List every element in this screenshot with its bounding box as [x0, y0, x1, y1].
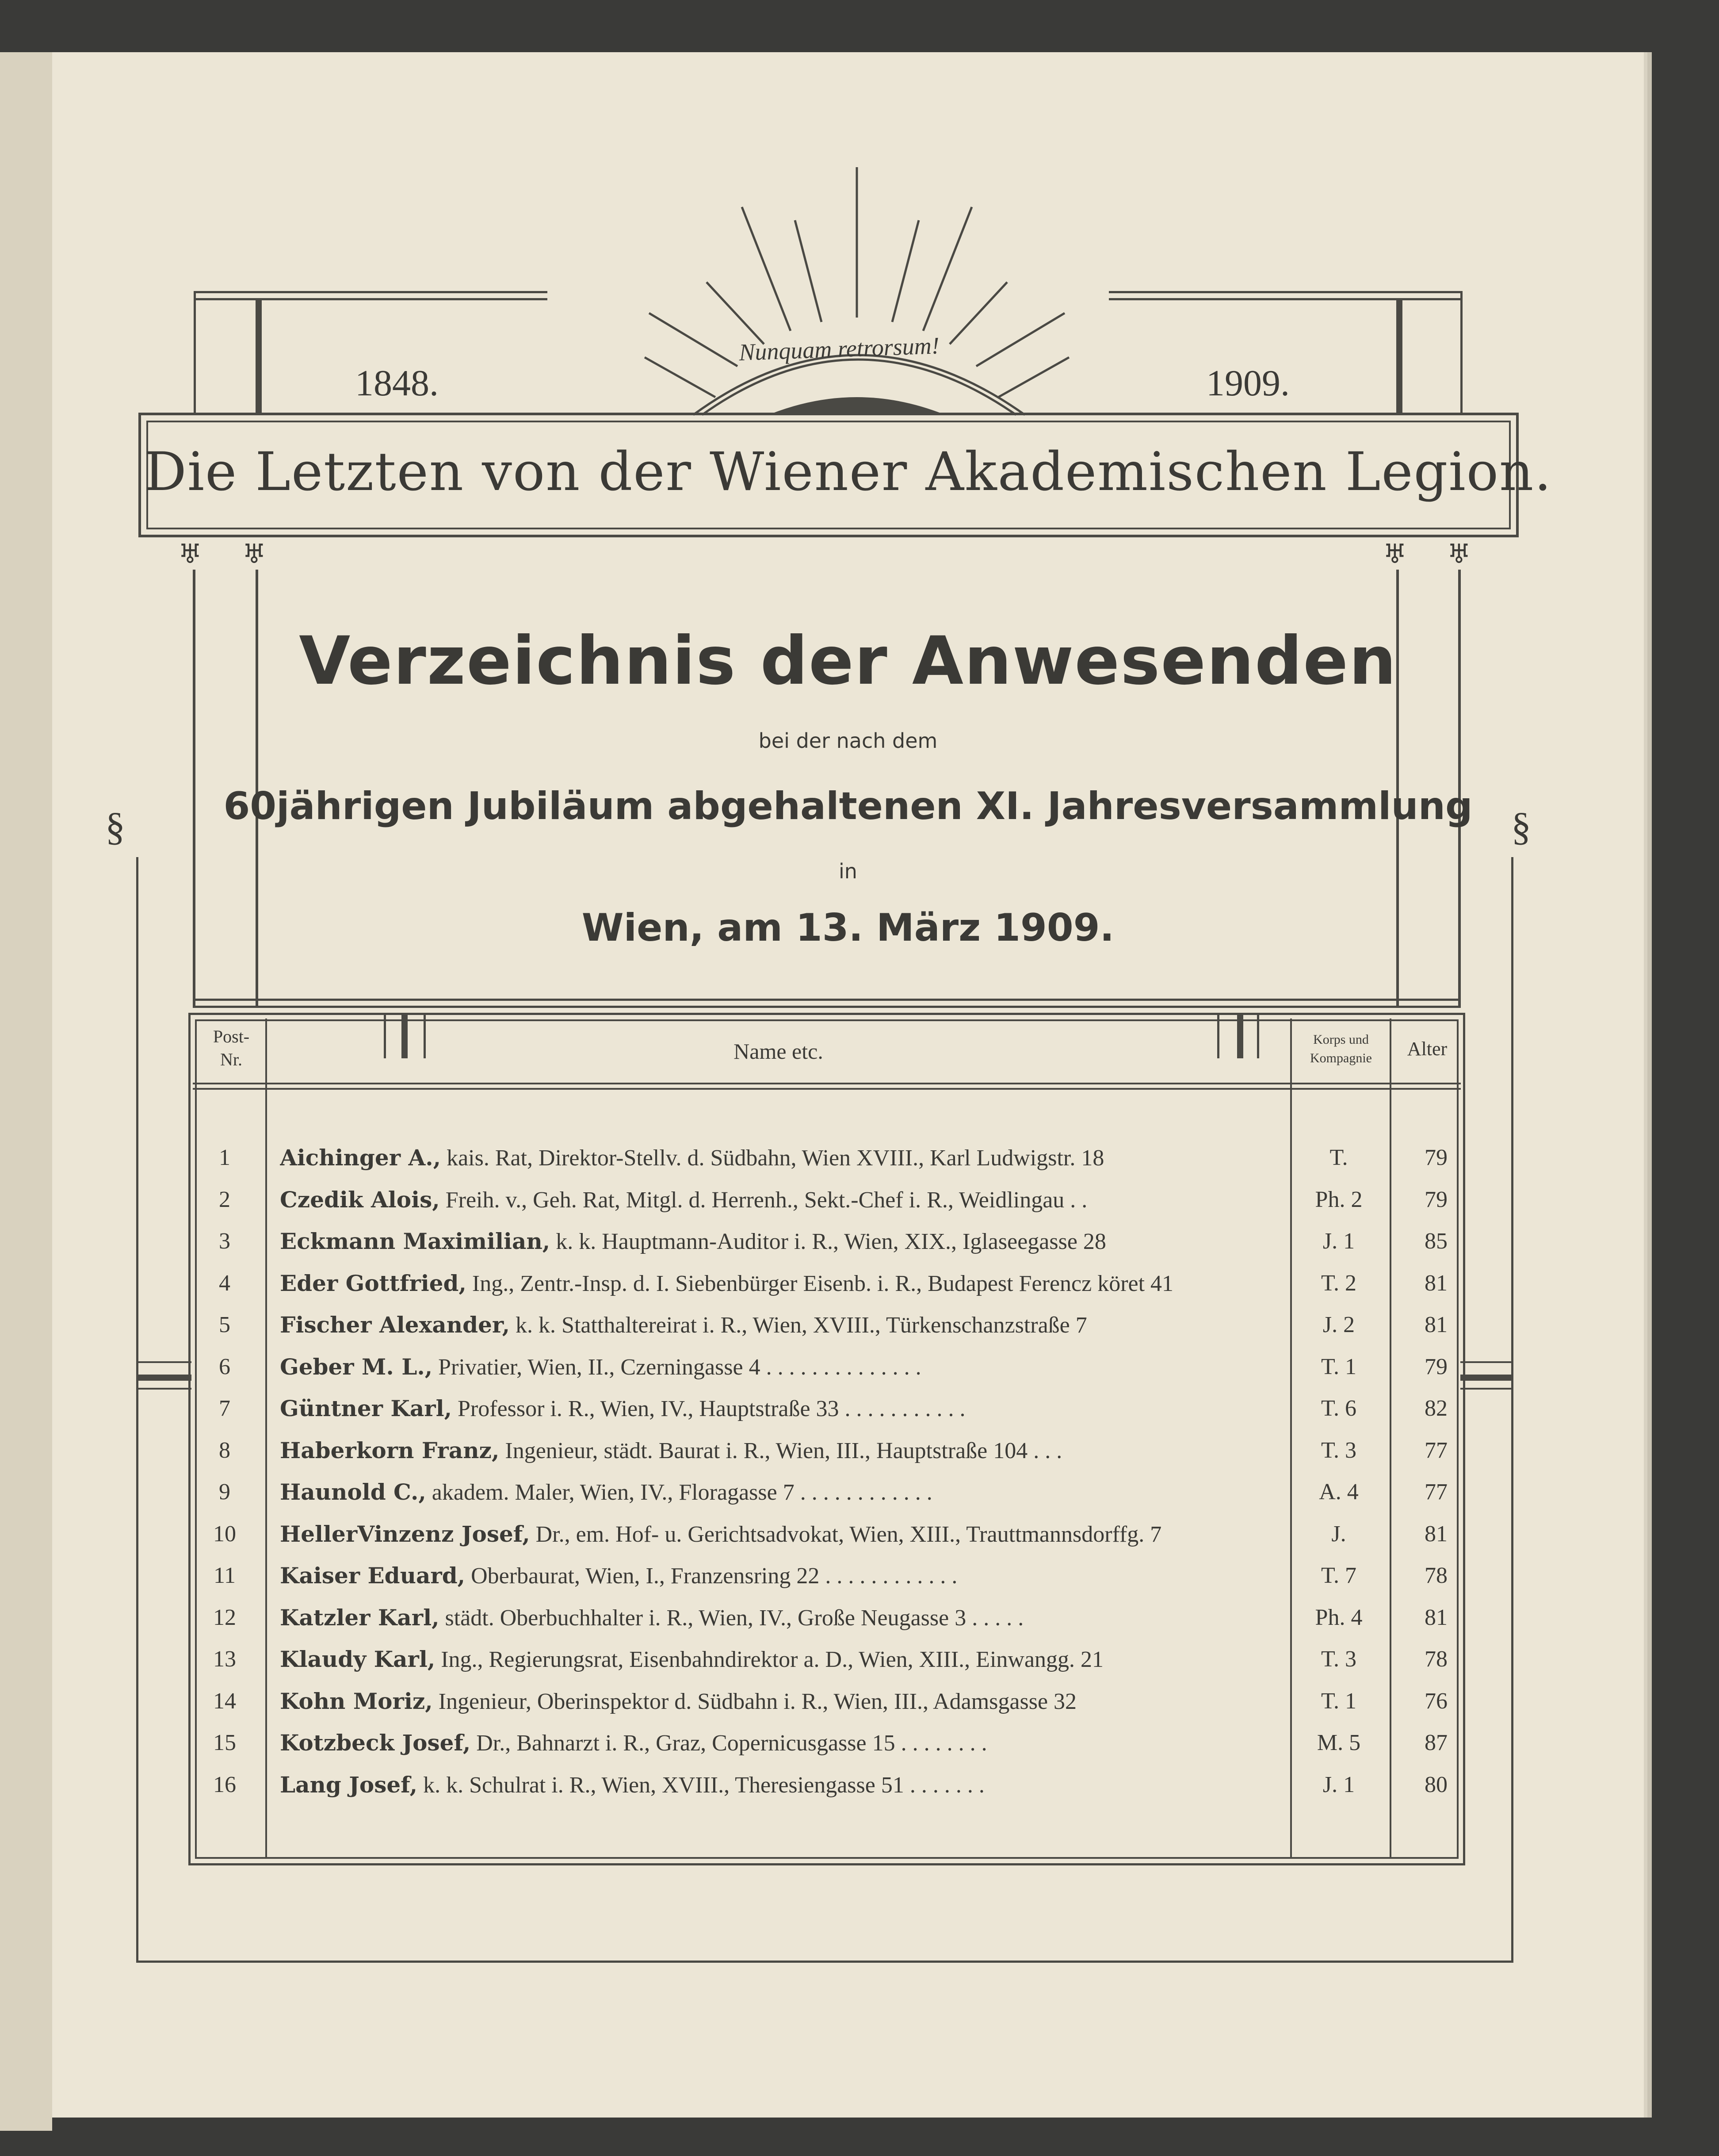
table-row — [52, 1228, 1644, 1270]
table-row — [52, 1395, 1644, 1437]
sunrise-ornament — [627, 149, 1091, 424]
person-detail: Dr., Bahnarzt i. R., Graz, Copernicusgasse 15 . . . . . . . . — [476, 1731, 987, 1756]
person-detail: Privatier, Wien, II., Czerningasse 4 . . . . . . . . . . . . . . — [438, 1354, 921, 1380]
row-number: 10 — [213, 1521, 236, 1547]
table-row — [52, 1354, 1644, 1395]
person-name: Eder Gottfried, — [280, 1270, 466, 1296]
row-number: 2 — [219, 1187, 230, 1212]
table-row — [52, 1145, 1644, 1186]
row-number: 11 — [213, 1563, 236, 1588]
row-name — [280, 1270, 1337, 1297]
row-alter: 79 — [1425, 1354, 1448, 1379]
person-name: Geber M. L., — [280, 1353, 433, 1380]
row-korps: J. 2 — [1322, 1312, 1355, 1337]
row-korps: J. 1 — [1322, 1229, 1355, 1254]
row-name — [280, 1521, 1337, 1547]
row-alter: 80 — [1425, 1772, 1448, 1797]
table-row — [52, 1562, 1644, 1604]
row-name — [280, 1479, 1337, 1505]
column-capital-icon: ♅ — [1383, 540, 1407, 569]
table-row — [52, 1730, 1644, 1771]
row-alter: 85 — [1425, 1229, 1448, 1254]
person-name: Czedik Alois, — [280, 1186, 440, 1213]
row-alter: 77 — [1425, 1479, 1448, 1505]
row-alter: 78 — [1425, 1647, 1448, 1672]
table-row — [52, 1646, 1644, 1688]
row-name — [280, 1145, 1337, 1171]
row-alter: 81 — [1425, 1270, 1448, 1296]
person-name: Kotzbeck Josef, — [280, 1730, 471, 1756]
row-number: 8 — [219, 1437, 230, 1463]
person-detail: städt. Oberbuchhalter i. R., Wien, IV., Große Neugasse 3 . . . . . — [445, 1605, 1024, 1631]
row-name — [280, 1187, 1337, 1213]
year-left: 1848. — [355, 363, 439, 404]
row-number: 7 — [219, 1396, 230, 1421]
table-row — [52, 1312, 1644, 1353]
row-korps: T. 3 — [1321, 1437, 1356, 1463]
person-detail: kais. Rat, Direktor-Stellv. d. Südbahn, Wien XVIII., Karl Ludwigstr. 18 — [447, 1145, 1104, 1171]
row-number: 13 — [213, 1647, 236, 1672]
row-korps: M. 5 — [1317, 1730, 1361, 1755]
row-name — [280, 1772, 1337, 1798]
row-alter: 82 — [1425, 1396, 1448, 1421]
row-alter: 76 — [1425, 1688, 1448, 1714]
row-name — [280, 1395, 1337, 1422]
row-korps: T. — [1329, 1145, 1348, 1170]
row-korps: T. 3 — [1321, 1647, 1356, 1672]
row-korps: A. 4 — [1319, 1479, 1359, 1505]
row-korps: J. 1 — [1322, 1772, 1355, 1797]
header-alter: Alter — [1407, 1038, 1448, 1060]
person-name: HellerVinzenz Josef, — [280, 1520, 530, 1547]
person-name: Haunold C., — [280, 1479, 426, 1505]
person-name: Kohn Moriz, — [280, 1688, 433, 1714]
main-title: Die Letzten von der Wiener Akademischen Legion. — [144, 441, 1552, 503]
row-korps: Ph. 4 — [1315, 1605, 1363, 1630]
row-number: 16 — [213, 1772, 236, 1797]
scroll-ornament-icon: § — [105, 805, 125, 849]
row-name — [280, 1646, 1337, 1673]
list-title: Verzeichnis der Anwesenden — [299, 623, 1397, 700]
column-capital-icon: ♅ — [1447, 540, 1471, 569]
table-row — [52, 1688, 1644, 1730]
header-korps: Korps und Kompagnie — [1310, 1032, 1372, 1065]
row-name — [280, 1688, 1337, 1715]
table-row — [52, 1187, 1644, 1228]
year-right: 1909. — [1206, 363, 1290, 404]
table-row — [52, 1437, 1644, 1479]
person-detail: k. k. Statthaltereirat i. R., Wien, XVIII., Türkenschanzstraße 7 — [516, 1313, 1087, 1338]
row-alter: 87 — [1425, 1730, 1448, 1755]
person-name: Güntner Karl, — [280, 1395, 452, 1421]
subtitle-line3: in — [839, 859, 857, 883]
table-row — [52, 1772, 1644, 1813]
person-detail: Oberbaurat, Wien, I., Franzensring 22 . . . . . . . . . . . . — [471, 1563, 958, 1589]
row-name — [280, 1730, 1337, 1756]
row-alter: 81 — [1425, 1312, 1448, 1337]
person-detail: Ing., Zentr.-Insp. d. I. Siebenbürger Eisenb. i. R., Budapest Ferencz köret 41 — [472, 1271, 1174, 1296]
subtitle-line2: 60jährigen Jubiläum abgehaltenen XI. Jahresversammlung — [223, 784, 1473, 828]
table-row — [52, 1521, 1644, 1562]
row-name — [280, 1562, 1337, 1589]
person-name: Lang Josef, — [280, 1771, 418, 1798]
row-alter: 81 — [1425, 1605, 1448, 1630]
person-name: Aichinger A., — [280, 1145, 441, 1171]
row-number: 15 — [213, 1730, 236, 1755]
row-number: 14 — [213, 1688, 236, 1714]
row-name — [280, 1228, 1337, 1255]
person-detail: Professor i. R., Wien, IV., Hauptstraße 33 . . . . . . . . . . . — [458, 1396, 966, 1421]
row-alter: 77 — [1425, 1437, 1448, 1463]
row-name — [280, 1354, 1337, 1380]
row-name — [280, 1437, 1337, 1464]
person-name: Klaudy Karl, — [280, 1646, 435, 1672]
row-name — [280, 1312, 1337, 1338]
event-date: Wien, am 13. März 1909. — [581, 906, 1115, 950]
table-row — [52, 1605, 1644, 1646]
row-korps: T. 2 — [1321, 1270, 1356, 1296]
person-detail: k. k. Hauptmann-Auditor i. R., Wien, XIX., Iglaseegasse 28 — [556, 1229, 1106, 1254]
table-row — [52, 1479, 1644, 1520]
person-name: Kaiser Eduard, — [280, 1562, 466, 1589]
person-name: Haberkorn Franz, — [280, 1437, 500, 1463]
person-detail: akadem. Maler, Wien, IV., Floragasse 7 . . . . . . . . . . . . — [432, 1480, 932, 1505]
header-name: Name etc. — [733, 1039, 823, 1064]
person-detail: Ingenieur, städt. Baurat i. R., Wien, III., Hauptstraße 104 . . . — [505, 1438, 1062, 1463]
row-number: 3 — [219, 1229, 230, 1254]
row-number: 9 — [219, 1479, 230, 1505]
row-number: 1 — [219, 1145, 230, 1170]
person-detail: Ing., Regierungsrat, Eisenbahndirektor a. D., Wien, XIII., Einwangg. 21 — [441, 1647, 1104, 1672]
document-page — [52, 52, 1644, 2118]
scroll-ornament-icon: § — [1511, 805, 1531, 849]
row-korps: T. 7 — [1321, 1563, 1356, 1588]
column-capital-icon: ♅ — [242, 540, 266, 569]
motto-text: Nunquam retrorsum! — [738, 332, 940, 366]
person-name: Katzler Karl, — [280, 1604, 439, 1631]
header-post-nr: Post- Nr. — [213, 1026, 250, 1069]
row-number: 4 — [219, 1270, 230, 1296]
row-korps: T. 1 — [1321, 1354, 1356, 1379]
page-left-edge — [0, 52, 52, 2131]
row-korps: Ph. 2 — [1315, 1187, 1363, 1212]
subtitle-line1: bei der nach dem — [758, 729, 938, 753]
row-number: 6 — [219, 1354, 230, 1379]
row-alter: 79 — [1425, 1145, 1448, 1170]
row-korps: T. 1 — [1321, 1688, 1356, 1714]
row-number: 12 — [213, 1605, 236, 1630]
person-name: Fischer Alexander, — [280, 1312, 510, 1338]
row-alter: 78 — [1425, 1563, 1448, 1588]
column-capital-icon: ♅ — [178, 540, 202, 569]
row-alter: 79 — [1425, 1187, 1448, 1212]
row-korps: T. 6 — [1321, 1396, 1356, 1421]
row-alter: 81 — [1425, 1521, 1448, 1547]
person-detail: Dr., em. Hof- u. Gerichtsadvokat, Wien, XIII., Trauttmannsdorffg. 7 — [535, 1521, 1162, 1547]
person-detail: k. k. Schulrat i. R., Wien, XVIII., Theresiengasse 51 . . . . . . . — [423, 1772, 985, 1798]
person-detail: Ingenieur, Oberinspektor d. Südbahn i. R., Wien, III., Adamsgasse 32 — [438, 1689, 1077, 1714]
person-name: Eckmann Maximilian, — [280, 1228, 550, 1254]
row-name — [280, 1605, 1337, 1631]
person-detail: Freih. v., Geh. Rat, Mitgl. d. Herrenh., Sekt.-Chef i. R., Weidlingau . . — [445, 1187, 1088, 1213]
table-row — [52, 1270, 1644, 1312]
row-number: 5 — [219, 1312, 230, 1337]
row-korps: J. — [1331, 1521, 1346, 1547]
